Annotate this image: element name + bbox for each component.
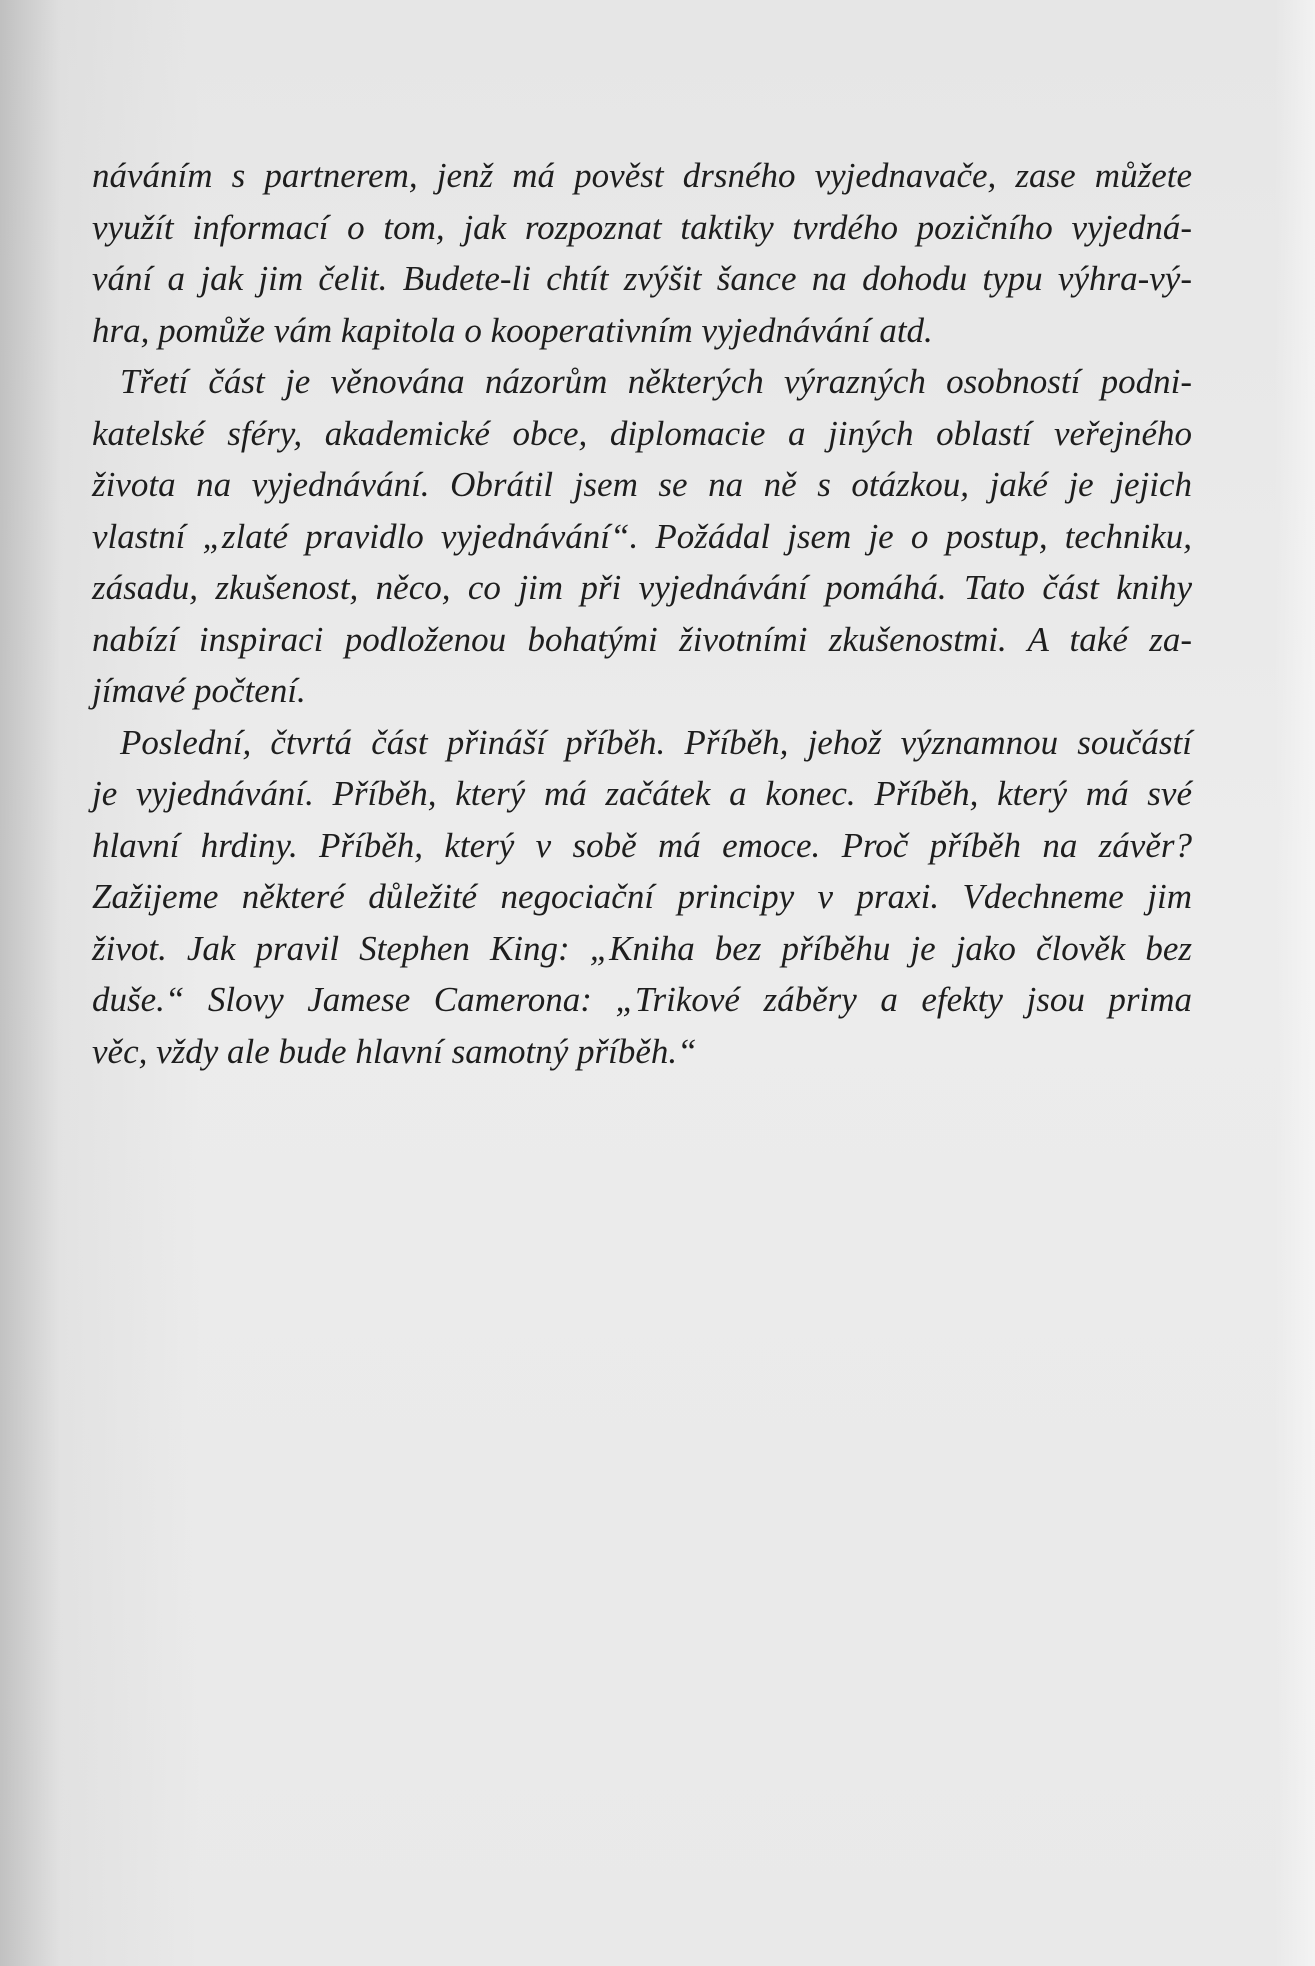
text-line: života na vyjednávání. Obrátil jsem se na ně s otázkou, jaké je jejich <box>92 465 1192 504</box>
paragraph-3 <box>92 717 1192 1078</box>
text-line: jímavé počtení. <box>92 671 306 710</box>
text-line: nabízí inspiraci podloženou bohatými životními zkušenostmi. A také za- <box>92 619 1192 659</box>
text-line: hlavní hrdiny. Příběh, který v sobě má emoce. Proč příběh na závěr? <box>92 825 1192 865</box>
text-line: náváním s partnerem, jenž má pověst drsného vyjednavače, zase můžete <box>92 156 1192 195</box>
text-line: katelské sféry, akademické obce, diplomacie a jiných oblastí veřejného <box>92 413 1192 453</box>
paragraph-2 <box>92 356 1192 717</box>
text-line: vání a jak jim čelit. Budete-li chtít zvýšit šance na dohodu typu výhra-vý- <box>92 259 1192 298</box>
text-line: využít informací o tom, jak rozpoznat taktiky tvrdého pozičního vyjedná- <box>92 207 1192 247</box>
body-text <box>92 150 1192 1077</box>
text-line: Poslední, čtvrtá část přináší příběh. Příběh, jehož významnou součástí <box>120 722 1192 762</box>
text-line: život. Jak pravil Stephen King: „Kniha bez příběhu je jako člověk bez <box>92 928 1192 968</box>
text-line: věc, vždy ale bude hlavní samotný příběh.“ <box>92 1031 697 1071</box>
text-line: vlastní „zlaté pravidlo vyjednávání“. Požádal jsem je o postup, techniku, <box>92 516 1192 556</box>
paragraph-1 <box>92 150 1192 356</box>
text-line: hra, pomůže vám kapitola o kooperativním vyjednávání atd. <box>92 310 933 350</box>
text-line: je vyjednávání. Příběh, který má začátek a konec. Příběh, který má své <box>92 774 1192 813</box>
text-line: Zažijeme některé důležité negociační principy v praxi. Vdechneme jim <box>92 877 1192 916</box>
text-line: Třetí část je věnována názorům některých výrazných osobností podni- <box>120 362 1192 401</box>
text-line: zásadu, zkušenost, něco, co jim při vyjednávání pomáhá. Tato část knihy <box>92 568 1192 607</box>
text-line: duše.“ Slovy Jamese Camerona: „Trikové záběry a efekty jsou prima <box>92 980 1192 1019</box>
